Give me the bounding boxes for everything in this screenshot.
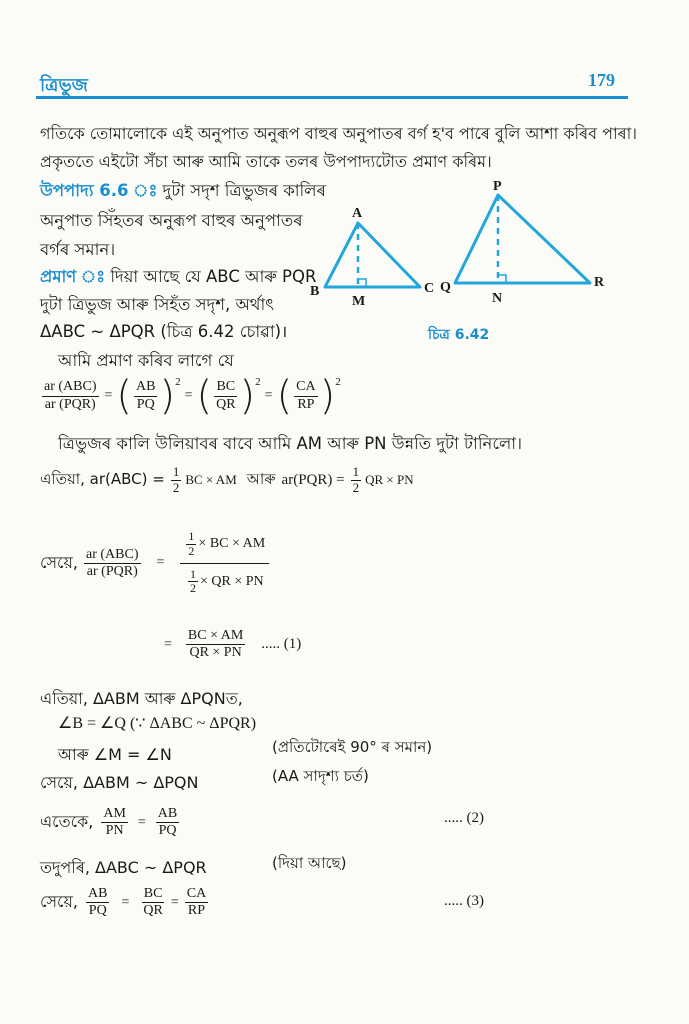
proof-line-2: দুটা ত্ৰিভুজ আৰু সিহঁত সদৃশ, অৰ্থাৎ: [40, 295, 275, 314]
triangles-line-4-note: (AA সাদৃশ্য চৰ্ত): [272, 767, 369, 785]
ratio-areas: $\frac{\text{ar (ABC)}}{\text{ar (PQR)}}$: [44, 379, 97, 412]
main-equation: $\frac{\text{ar (ABC)}}{\text{ar (PQR)}}$ = ( $\frac{AB}{PQ}$ ) 2 = ( $\frac{BC}{QR}$ ) 2 = ( $\frac{CA}{RP}$ ) 2: [44, 373, 341, 419]
intro-line-1: গতিকে তোমালোকে এই অনুপাত অনুৰূপ বাহুৰ অনুপাতৰ বৰ্গ হ'ব পাৰে বুলি আশা কৰিব পাৰা।: [40, 124, 637, 143]
triangles-line-4: সেয়ে, ΔABM ~ ΔPQN: [40, 773, 199, 792]
theorem-line-3: বৰ্গৰ সমান।: [40, 240, 116, 259]
ratio-bc-qr: ( $\frac{BC}{QR}$ ) 2: [196, 373, 261, 419]
header-rule: [36, 96, 628, 99]
label-r: R: [594, 275, 605, 290]
figure-caption: চিত্ৰ 6.42: [428, 327, 490, 343]
proof-line-4: আমি প্ৰমাণ কৰিব লাগে যে: [58, 351, 234, 370]
equation-tag-3: ..... (3): [444, 893, 484, 909]
theorem-text-1: দুটা সদৃশ ত্ৰিভুজৰ কালিৰ: [162, 181, 326, 200]
label-p: P: [493, 179, 502, 194]
compound-fraction: $\frac{1}{2}$ × BC × AM $\frac{1}{2}$ × QR × PN: [180, 530, 269, 596]
area-formulas-line: এতিয়া, ar(ABC) = $\frac{1}{2}$ BC × AM আৰু ar(PQR) = $\frac{1}{2}$ QR × PN: [40, 464, 414, 495]
hence-line: এতেকে, $\frac{AM}{PN}$ = $\frac{AB}{PQ}$: [40, 806, 178, 839]
simplified-ratio-line: = $\frac{BC \times AM}{QR \times PN}$ ..... (1): [164, 628, 302, 661]
area-ratio-line: সেয়ে, $\frac{\text{ar (ABC)}}{\text{ar (PQR)}}$ = $\frac{1}{2}$ × BC × AM $\frac{1}{2}$ × QR × PN: [40, 530, 271, 596]
theorem-line-2: অনুপাত সিঁহতৰ অনুৰূপ বাহুৰ অনুপাতৰ: [40, 211, 303, 230]
also-line: তদুপৰি, ΔABC ~ ΔPQR: [40, 858, 207, 877]
chapter-title: ত্ৰিভুজ: [40, 75, 88, 96]
triangle-pqr: [455, 195, 590, 283]
equation-tag-2: ..... (2): [444, 810, 484, 826]
label-c: C: [424, 281, 435, 296]
ratio-ca-rp: ( $\frac{CA}{RP}$ ) 2: [276, 373, 341, 419]
triangles-line-3-note: (প্ৰতিটোৰেই 90° ৰ সমান): [272, 738, 433, 756]
label-m: M: [352, 294, 366, 309]
label-b: B: [310, 284, 320, 299]
final-line: সেয়ে, $\frac{AB}{PQ}$ = $\frac{BC}{QR}$ = $\frac{CA}{RP}$: [40, 886, 207, 919]
ratio-ab-pq: ( $\frac{AB}{PQ}$ ) 2: [116, 373, 181, 419]
proof-text-1: দিয়া আছে যে ABC আৰু PQR: [110, 267, 317, 286]
label-n: N: [492, 291, 503, 306]
proof-line-1: [40, 264, 316, 291]
triangle-abc: [325, 223, 420, 287]
theorem-line-1: [40, 178, 326, 205]
label-q: Q: [440, 280, 451, 295]
triangles-line-3: আৰু ∠M = ∠N: [58, 745, 172, 764]
triangles-line-1: এতিয়া, ΔABM আৰু ΔPQNত,: [40, 689, 243, 708]
proof-line-3: ΔABC ~ ΔPQR (চিত্ৰ 6.42 চোৱা)।: [40, 322, 288, 341]
altitudes-line: ত্ৰিভুজৰ কালি উলিয়াবৰ বাবে আমি AM আৰু PN উন্নতি দুটা টানিলো।: [58, 434, 522, 453]
also-note: (দিয়া আছে): [272, 854, 347, 872]
theorem-label: উপপাদ্য 6.6 ঃ: [40, 181, 158, 200]
intro-line-2: প্ৰকৃততে এইটো সঁচা আৰু আমি তাকে তলৰ উপপাদ্যটোত প্ৰমাণ কৰিম।: [40, 152, 492, 171]
page-number: 179: [588, 70, 615, 90]
label-a: A: [352, 206, 363, 221]
equation-tag-1: ..... (1): [261, 636, 302, 653]
triangles-line-2: ∠B = ∠Q (∵ ΔABC ~ ΔPQR): [58, 715, 257, 732]
proof-label: প্ৰমাণ ঃ: [40, 267, 106, 286]
